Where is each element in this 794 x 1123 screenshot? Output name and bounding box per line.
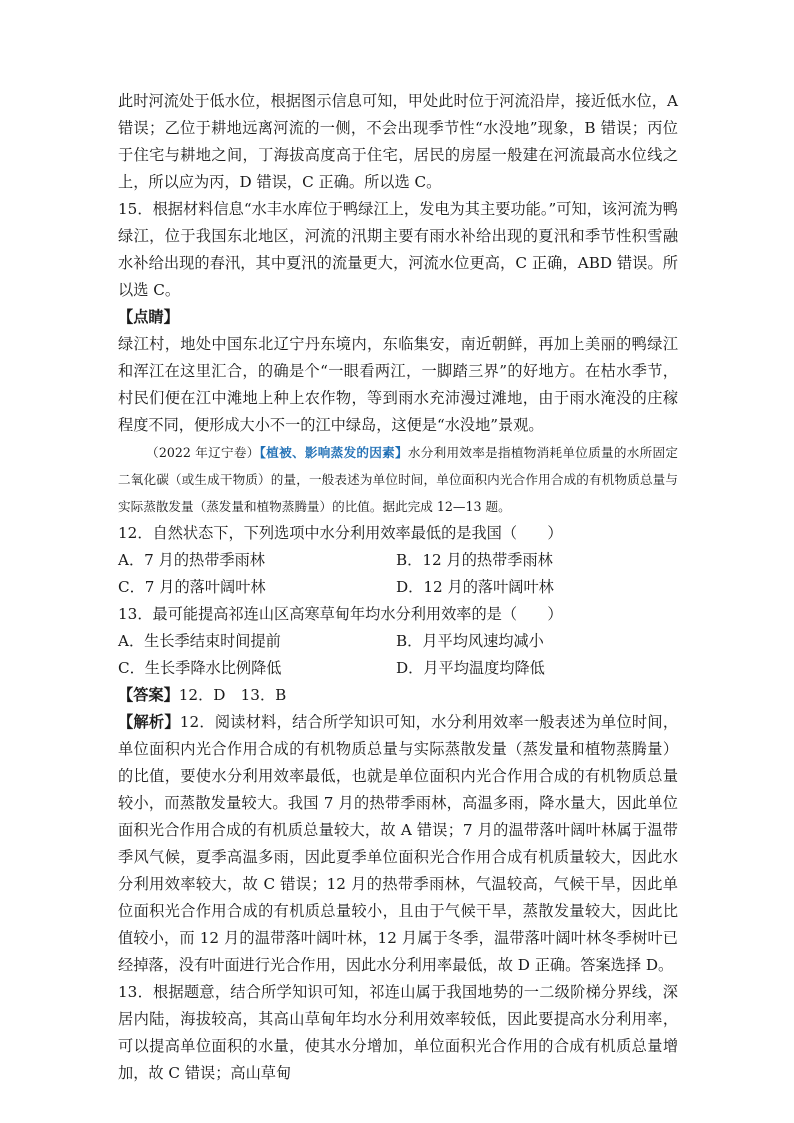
material-text: 水分利用效率是指植物消耗单位质量的水所固定二氧化碳（或生成干物质）的量，一般表述为单位时间，单位面积内光合作用合成的有机物质总量与实际蒸散发量（蒸发量和植物蒸腾量）的比值。据此完成 12—13 题。 [118, 445, 678, 514]
question-13-options [118, 628, 678, 682]
question-12-stem: 12．自然状态下，下列选项中水分利用效率最低的是我国（ ） [118, 524, 563, 542]
option-13-c: C．生长季降水比例降低 [118, 659, 282, 677]
option-12-a: A．7 月的热带季雨林 [118, 551, 265, 569]
answer-line [118, 682, 678, 709]
question-13-stem: 13．最可能提高祁连山区高寒草甸年均水分利用效率的是（ ） [118, 605, 563, 623]
question-12-options [118, 547, 678, 601]
option-13-b: B．月平均风速均减小 [396, 632, 544, 650]
option-12-b: B．12 月的热带季雨林 [396, 551, 553, 569]
option-12-c: C．7 月的落叶阔叶林 [118, 578, 266, 596]
material-paragraph [118, 439, 678, 520]
document-page [118, 88, 678, 1087]
analysis-13-paragraph: 13．根据题意，结合所学知识可知，祁连山属于我国地势的一二级阶梯分界线，深居内陆，海拔较高，其高山草甸年均水分利用效率较低，因此要提高水分利用率，可以提高单位面积的水量，使其水分增加，单位面积光合作用的合成有机质总量增加，故 C 错误；高山草甸 [118, 983, 678, 1082]
option-12-d: D．12 月的落叶阔叶林 [396, 578, 554, 596]
dianjing-paragraph: 绿江村，地处中国东北辽宁丹东境内，东临集安，南近朝鲜，再加上美丽的鸭绿江和浑江在这里汇合，的确是个“一眼看两江，一脚踏三界”的好地方。在枯水季节，村民们便在江中滩地上种上农作物，等到雨水充沛漫过滩地，由于雨水淹没的庄稼程度不同，便形成大小不一的江中绿岛，这便是“水没地”景观。 [118, 335, 678, 434]
answer-text: 12．D 13．B [178, 686, 287, 704]
analysis-paragraph-15: 15．根据材料信息“水丰水库位于鸭绿江上，发电为其主要功能。”可知，该河流为鸭绿江，位于我国东北地区，河流的汛期主要有雨水补给出现的夏汛和季节性积雪融水补给出现的春汛，其中夏汛的流量更大，河流水位更高，C 正确，ABD 错误。所以选 C。 [118, 200, 678, 299]
material-source: （2022 年辽宁卷） [146, 445, 260, 460]
option-13-a: A．生长季结束时间提前 [118, 632, 281, 650]
analysis-label: 【解析】 [118, 713, 180, 731]
analysis-paragraph-14: 此时河流处于低水位，根据图示信息可知，甲处此时位于河流沿岸，接近低水位，A 错误；乙位于耕地远离河流的一侧，不会出现季节性“水没地”现象，B 错误；丙位于住宅与耕地之间，丁海拔高度高于住宅，居民的房屋一般建在河流最高水位线之上，所以应为丙，D 错误，C 正确。所以选 C。 [118, 92, 678, 191]
analysis-12-paragraph [118, 709, 678, 979]
dianjing-heading: 【点睛】 [118, 308, 179, 326]
material-tag: 【植被、影响蒸发的因素】 [259, 445, 408, 460]
answer-label: 【答案】 [118, 686, 179, 704]
option-13-d: D．月平均温度均降低 [396, 659, 545, 677]
analysis-12-text: 12．阅读材料，结合所学知识可知，水分利用效率一般表述为单位时间，单位面积内光合作用合成的有机物质总量与实际蒸散发量（蒸发量和植物蒸腾量）的比值，要使水分利用效率最低，也就是单位面积内光合作用合成的有机物质总量较小，而蒸散发量较大。我国 7 月的热带季雨林，高温多雨，降水量大，因此单位面积光合作用合成的有机质总量较大，故 A 错误；7 月的温带落叶阔叶林属于温带季风气候，夏季高温多雨，因此夏季单位面积光合作用合成有机质量较大，因此水分利用效率较大，故 C 错误；12 月的热带季雨林，气温较高，气候干旱，因此单位面积光合作用合成的有机质总量较小，且由于气候干旱，蒸散发量较大，因此比值较小，而 12 月的温带落叶阔叶林，12 月属于冬季，温带落叶阔叶林冬季树叶已经掉落，没有叶面进行光合作用，因此水分利用率最低，故 D 正确。答案选择 D。 [118, 713, 679, 974]
